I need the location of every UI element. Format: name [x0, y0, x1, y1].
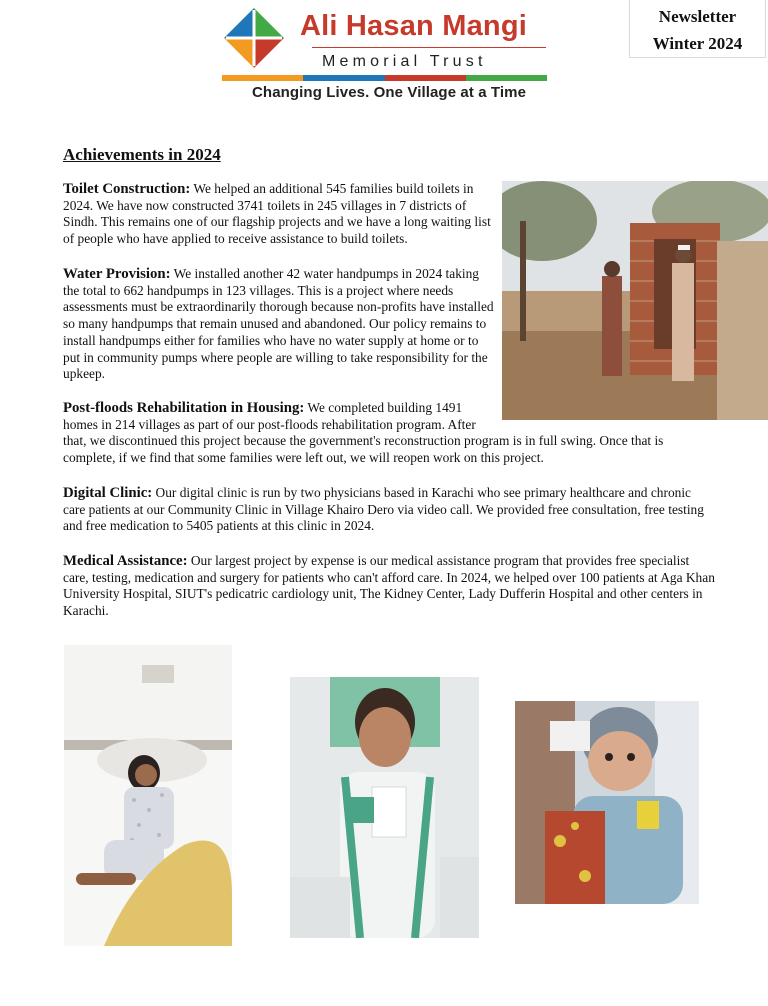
section-title: Medical Assistance:: [63, 553, 188, 569]
section-body: We helped an additional 545 families build toilets in 2024. We have now constructed 3741 toilets in 245 villages in 7 districts of Sindh. This remains one of our flagship projects and we have a long waiting list of people who have applied to receive assistance to build toilets.: [63, 181, 491, 247]
diamond-logo-icon: [222, 6, 286, 70]
logo-bar-blue: [303, 75, 385, 81]
logo-title: Ali Hasan Mangi: [300, 10, 527, 42]
toilet-construction-photo: [502, 181, 768, 420]
section-medical-assistance: [63, 553, 715, 620]
section-body: Our largest project by expense is our medical assistance program that provides free specialist care, testing, medication and surgery for patients who can't afford care. In 2024, we helped over 100 patients at Aga Khan University Hospital, SIUT's pedicatric cardiology unit, The Kidney Center, Lady Dufferin Hospital and other centers in Karachi.: [63, 553, 715, 619]
section-toilet-construction: [63, 181, 500, 248]
newsletter-label: Newsletter: [658, 7, 737, 26]
logo-bar-orange: [222, 75, 303, 81]
tagline: Changing Lives. One Village at a Time: [252, 84, 527, 101]
section-body: We installed another 42 water handpumps in 2024 taking the total to 662 handpumps in 123 villages. This is a project where needs assessments must be extraordinarily thorough because non-profits have installed so many handpumps that remain unused and abandoned. Our policy remains to install handpumps either for families who have no water supply at home or to put in community pumps where people are willing to take responsibility for the upkeep.: [63, 266, 494, 382]
patient-photo-girl: [64, 645, 232, 946]
section-title: Digital Clinic:: [63, 485, 153, 501]
section-water-provision: [63, 266, 496, 383]
logo-divider: [312, 47, 546, 48]
logo-bar-green: [466, 75, 547, 81]
section-body: We completed building 1491 homes in 214 villages as part of our post-floods rehabilitation program. After that, we discontinued this project because the government's reconstruction program is in full swing. Once that is complete, if we find that some families were left out, we will reopen work on this project.: [63, 400, 664, 466]
section-body: Our digital clinic is run by two physicians based in Karachi who see primary healthcare and chronic care patients at our Community Clinic in Village Khairo Dero via video call. We provided free consultation, free testing and free medication to 5405 patients at this clinic in 2024.: [63, 485, 704, 534]
patient-photo-boy: [290, 677, 479, 938]
newsletter-box: [629, 0, 766, 58]
section-digital-clinic: [63, 485, 715, 535]
issue-label: Winter 2024: [652, 34, 743, 53]
page-heading: Achievements in 2024: [63, 145, 221, 164]
logo-bar-red: [385, 75, 466, 81]
section-title: Water Provision:: [63, 266, 171, 282]
section-title: Toilet Construction:: [63, 181, 191, 197]
logo-subtitle: Memorial Trust: [322, 53, 487, 70]
section-title: Post-floods Rehabilitation in Housing:: [63, 400, 305, 416]
patient-photo-infant: [515, 701, 699, 904]
